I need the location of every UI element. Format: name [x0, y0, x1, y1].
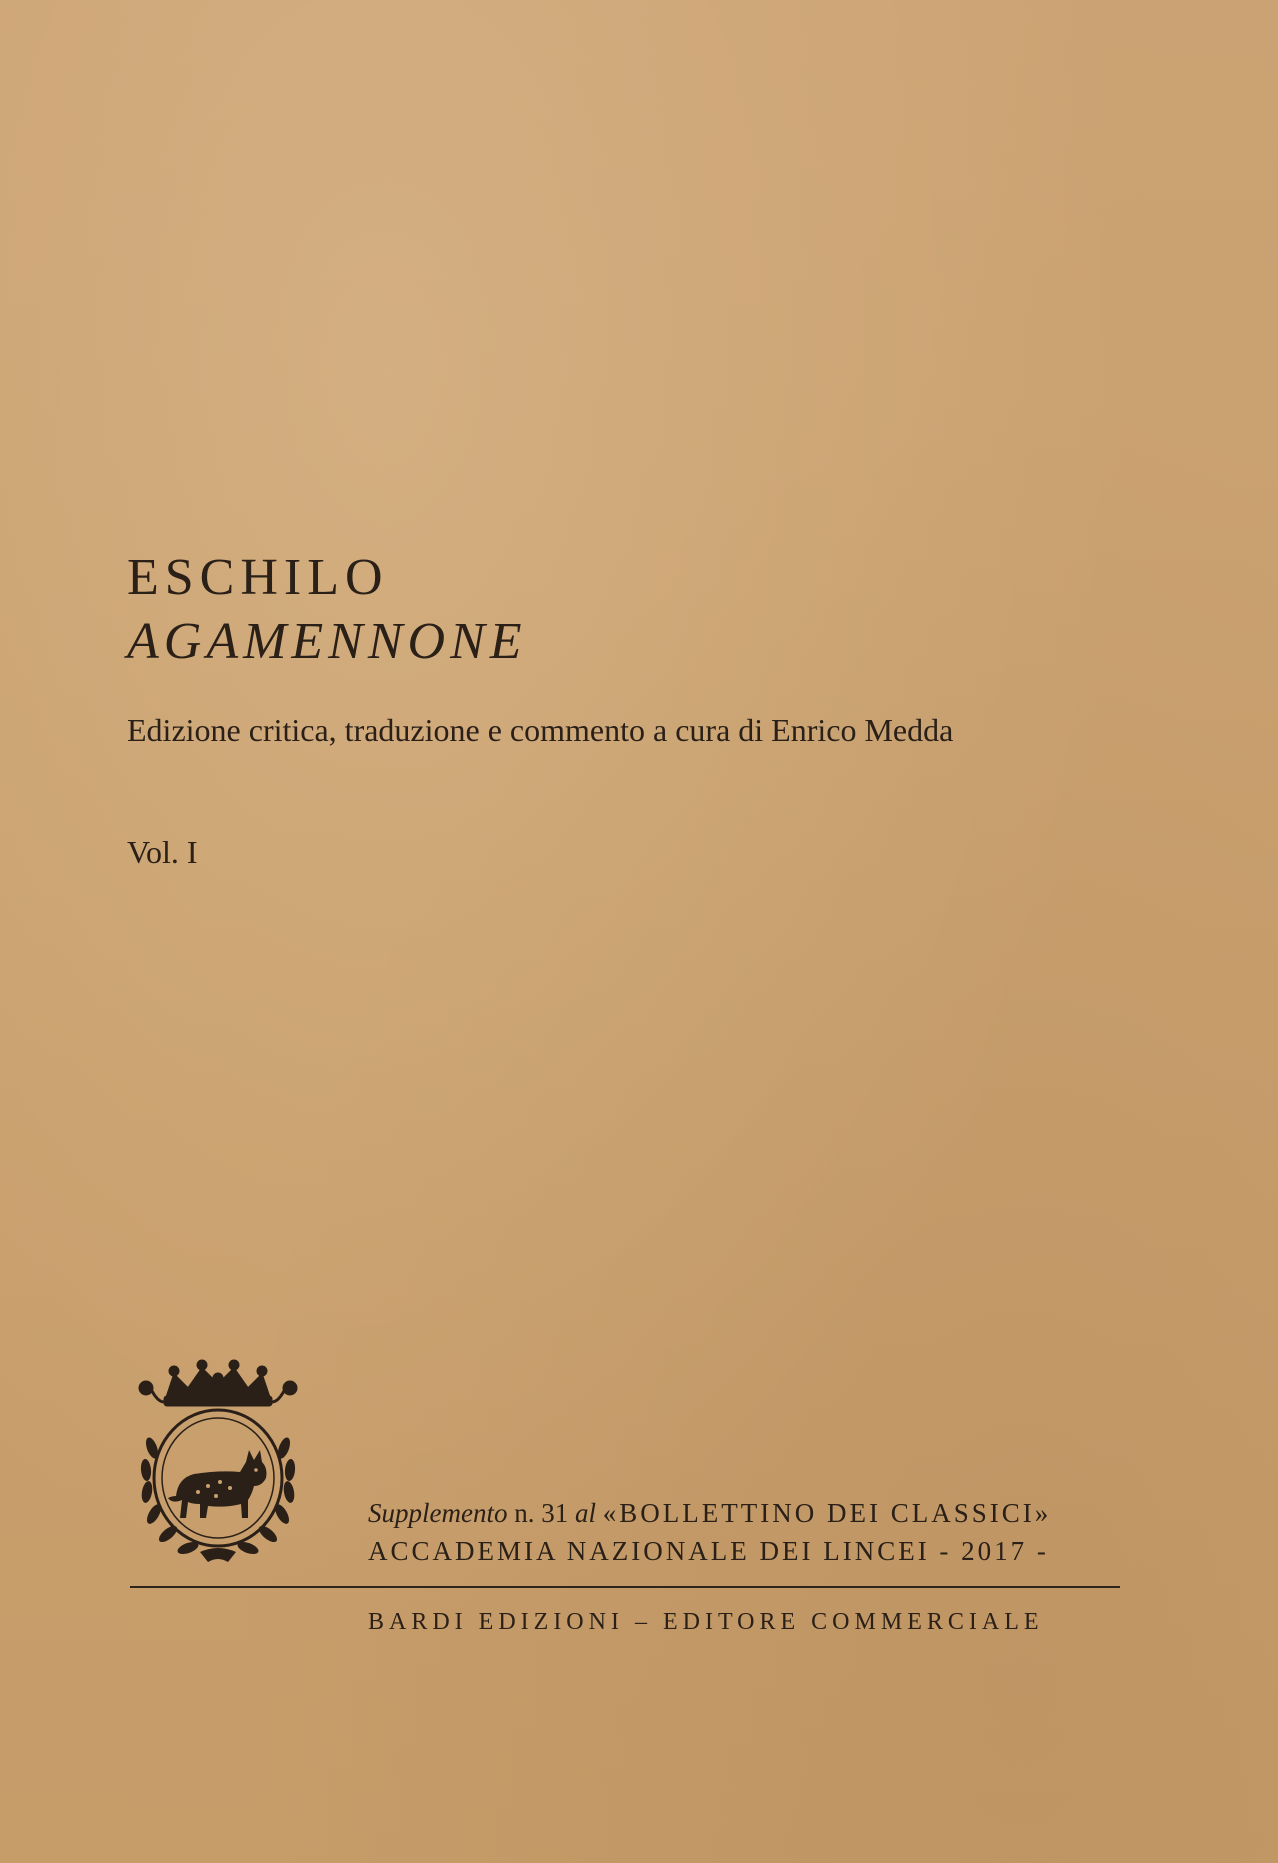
publisher-line: BARDI EDIZIONI – EDITORE COMMERCIALE: [368, 1609, 1044, 1635]
journal-name: «BOLLETTINO DEI CLASSICI»: [602, 1498, 1052, 1528]
edition-subtitle: Edizione critica, traduzione e commento a cura di Enrico Medda: [127, 712, 954, 748]
author-name: ESCHILO: [127, 549, 389, 606]
academy-line: ACCADEMIA NAZIONALE DEI LINCEI - 2017 -: [368, 1536, 1049, 1566]
supplement-number: n. 31: [514, 1498, 569, 1528]
book-title: AGAMENNONE: [127, 613, 527, 670]
volume-label: Vol. I: [127, 834, 198, 870]
supplement-word: Supplemento: [368, 1498, 508, 1528]
divider-rule: [130, 1586, 1120, 1588]
supplement-al: al: [574, 1498, 596, 1528]
supplement-line: [368, 1496, 1128, 1530]
lynx-crest-icon: [128, 1358, 308, 1566]
